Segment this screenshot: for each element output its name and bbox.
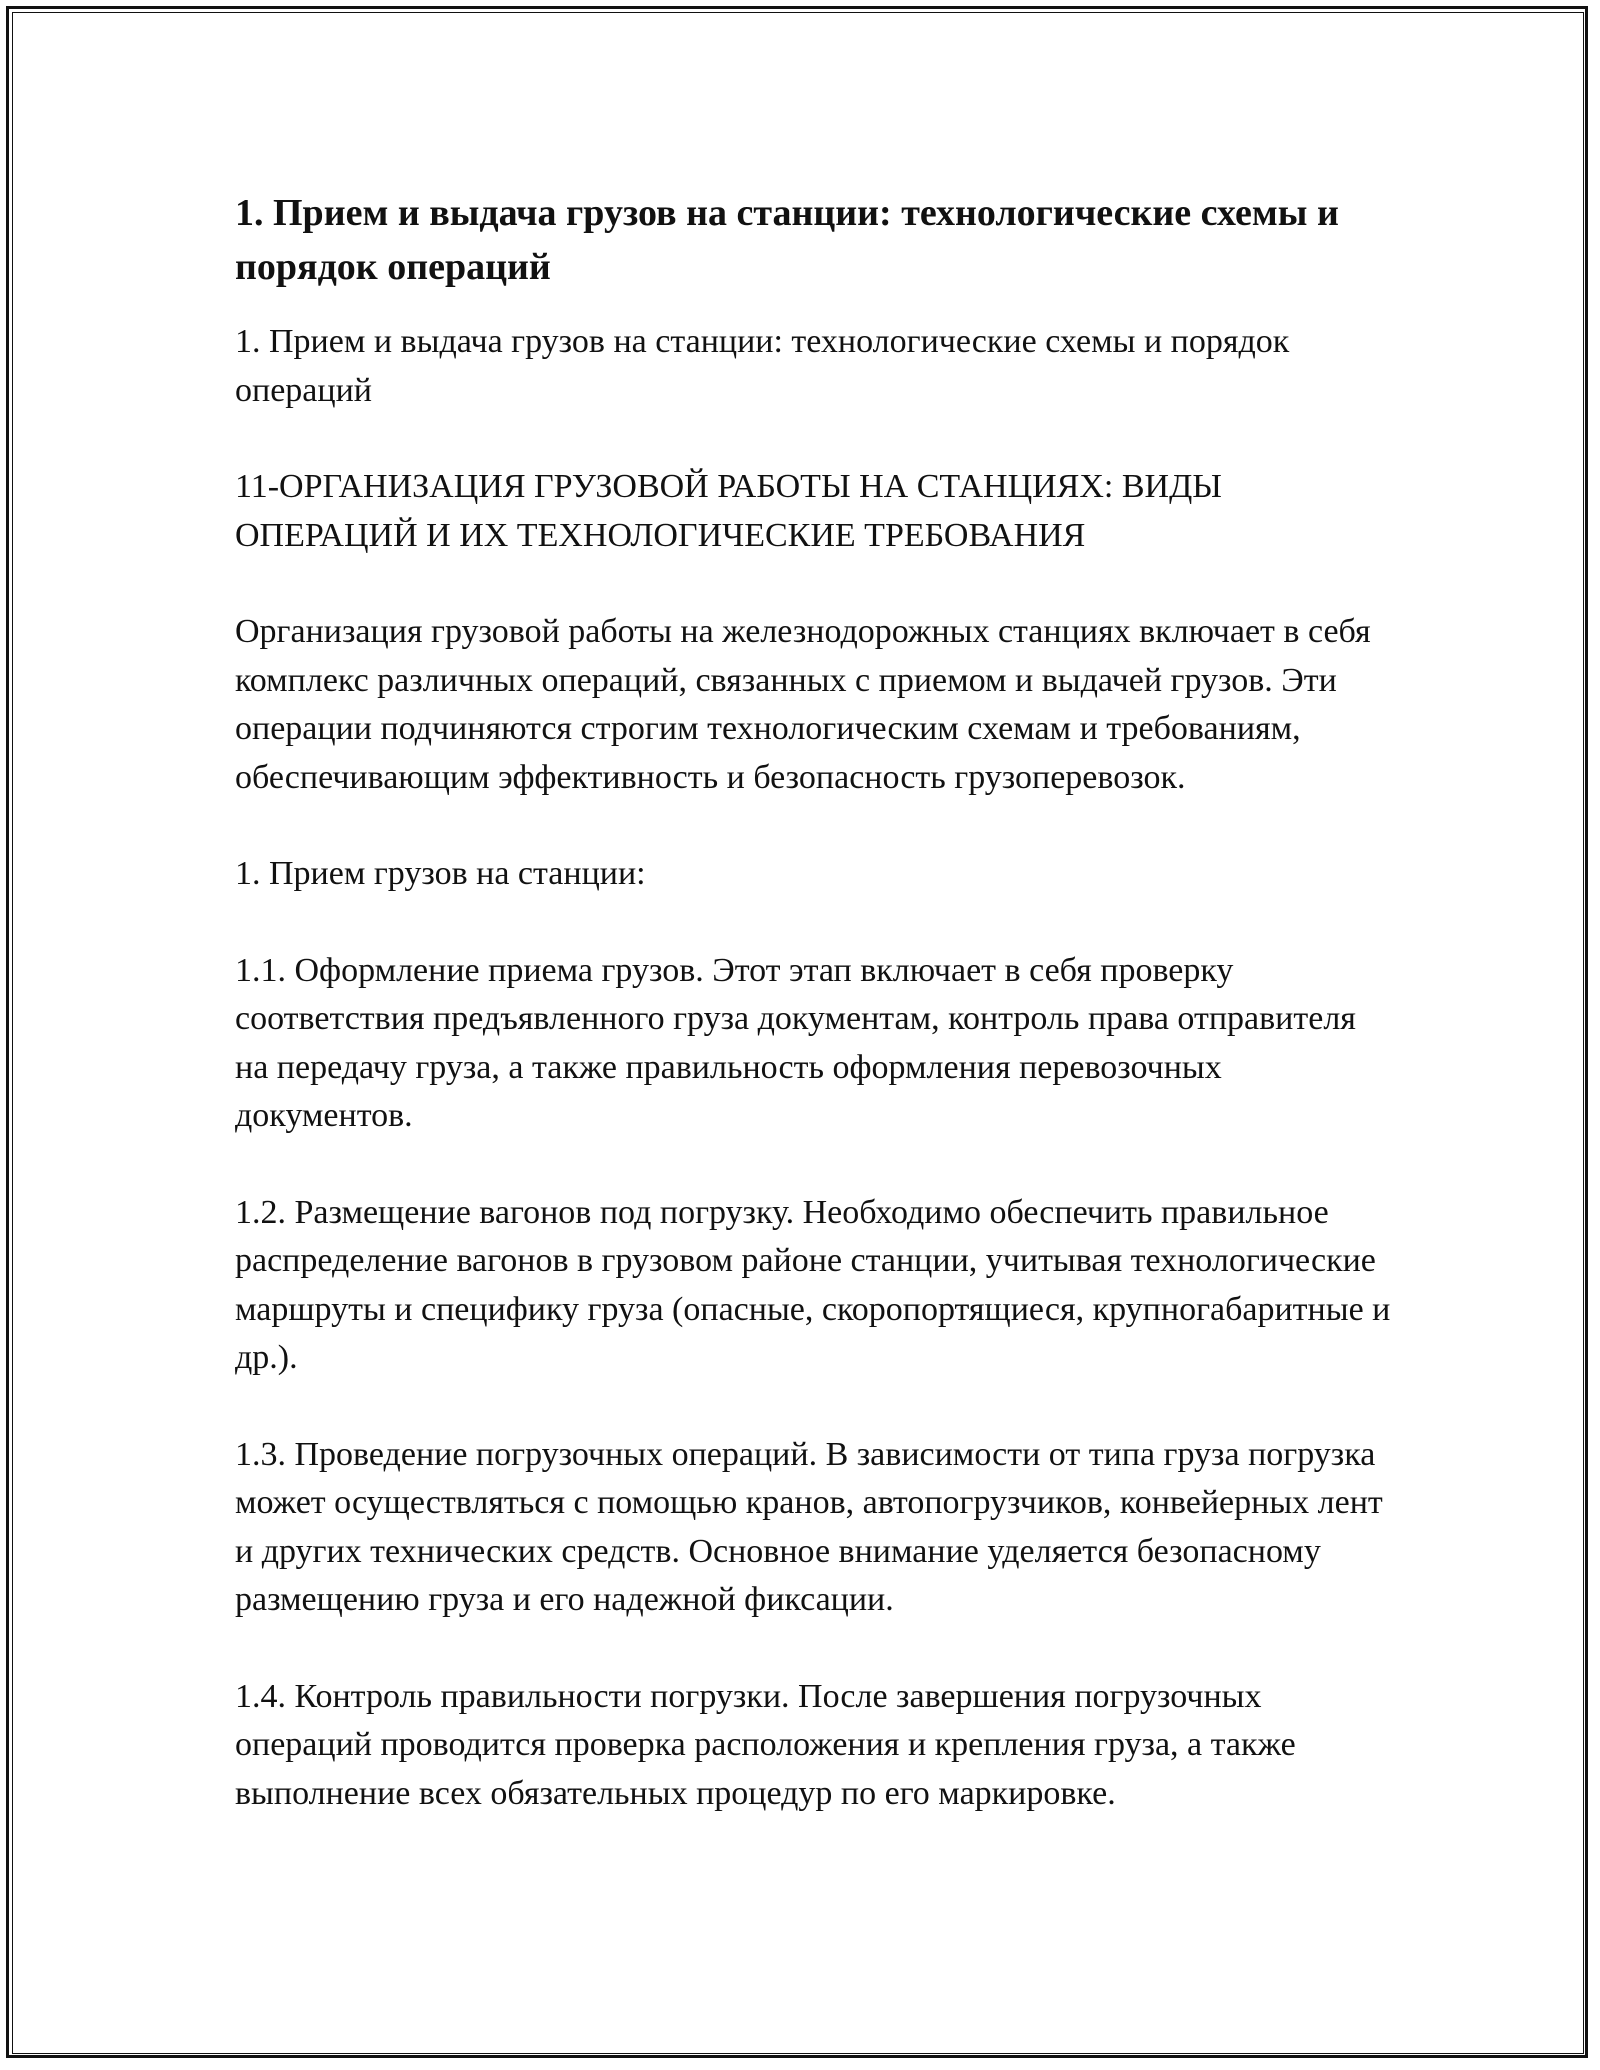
paragraph-intro: Организация грузовой работы на железнодорожных станциях включает в себя комплекс различных операций, связанных с приемом и выдачей грузов. Эти операции подчиняются строгим технологическим схемам и требованиям, обеспечивающим эффективность и безопасность грузоперевозок. (235, 613, 1371, 796)
paragraph-item-1-3: 1.3. Проведение погрузочных операций. В зависимости от типа груза погрузка может осуществляться с помощью кранов, автопогрузчиков, конвейерных лент и других технических средств. Основное внимание уделяется безопасному размещению груза и его надежной фиксации. (235, 1435, 1383, 1618)
paragraph-item-1-2: 1.2. Размещение вагонов под погрузку. Необходимо обеспечить правильное распределение вагонов в грузовом районе станции, учитывая технологические маршруты и специфику груза (опасные, скоропортящиеся, крупногабаритные и др.). (235, 1193, 1391, 1376)
paragraph-item-1-1: 1.1. Оформление приема грузов. Этот этап включает в себя проверку соответствия предъявленного груза документам, контроль права отправителя на передачу груза, а также правильность оформления перевозочных документов. (235, 951, 1356, 1134)
paragraph-section-heading: 11-ОРГАНИЗАЦИЯ ГРУЗОВОЙ РАБОТЫ НА СТАНЦИЯХ: ВИДЫ ОПЕРАЦИЙ И ИХ ТЕХНОЛОГИЧЕСКИЕ ТРЕБОВАНИЯ (235, 468, 1222, 554)
paragraph-list-heading: 1. Прием грузов на станции: (235, 855, 646, 892)
document-body (235, 186, 1395, 1818)
paragraph-subtitle: 1. Прием и выдача грузов на станции: технологические схемы и порядок операций (235, 323, 1290, 409)
paragraph-item-1-4: 1.4. Контроль правильности погрузки. После завершения погрузочных операций проводится проверка расположения и крепления груза, а также выполнение всех обязательных процедур по его маркировке. (235, 1677, 1296, 1812)
document-title: 1. Прием и выдача грузов на станции: технологические схемы и порядок операций (235, 192, 1339, 288)
